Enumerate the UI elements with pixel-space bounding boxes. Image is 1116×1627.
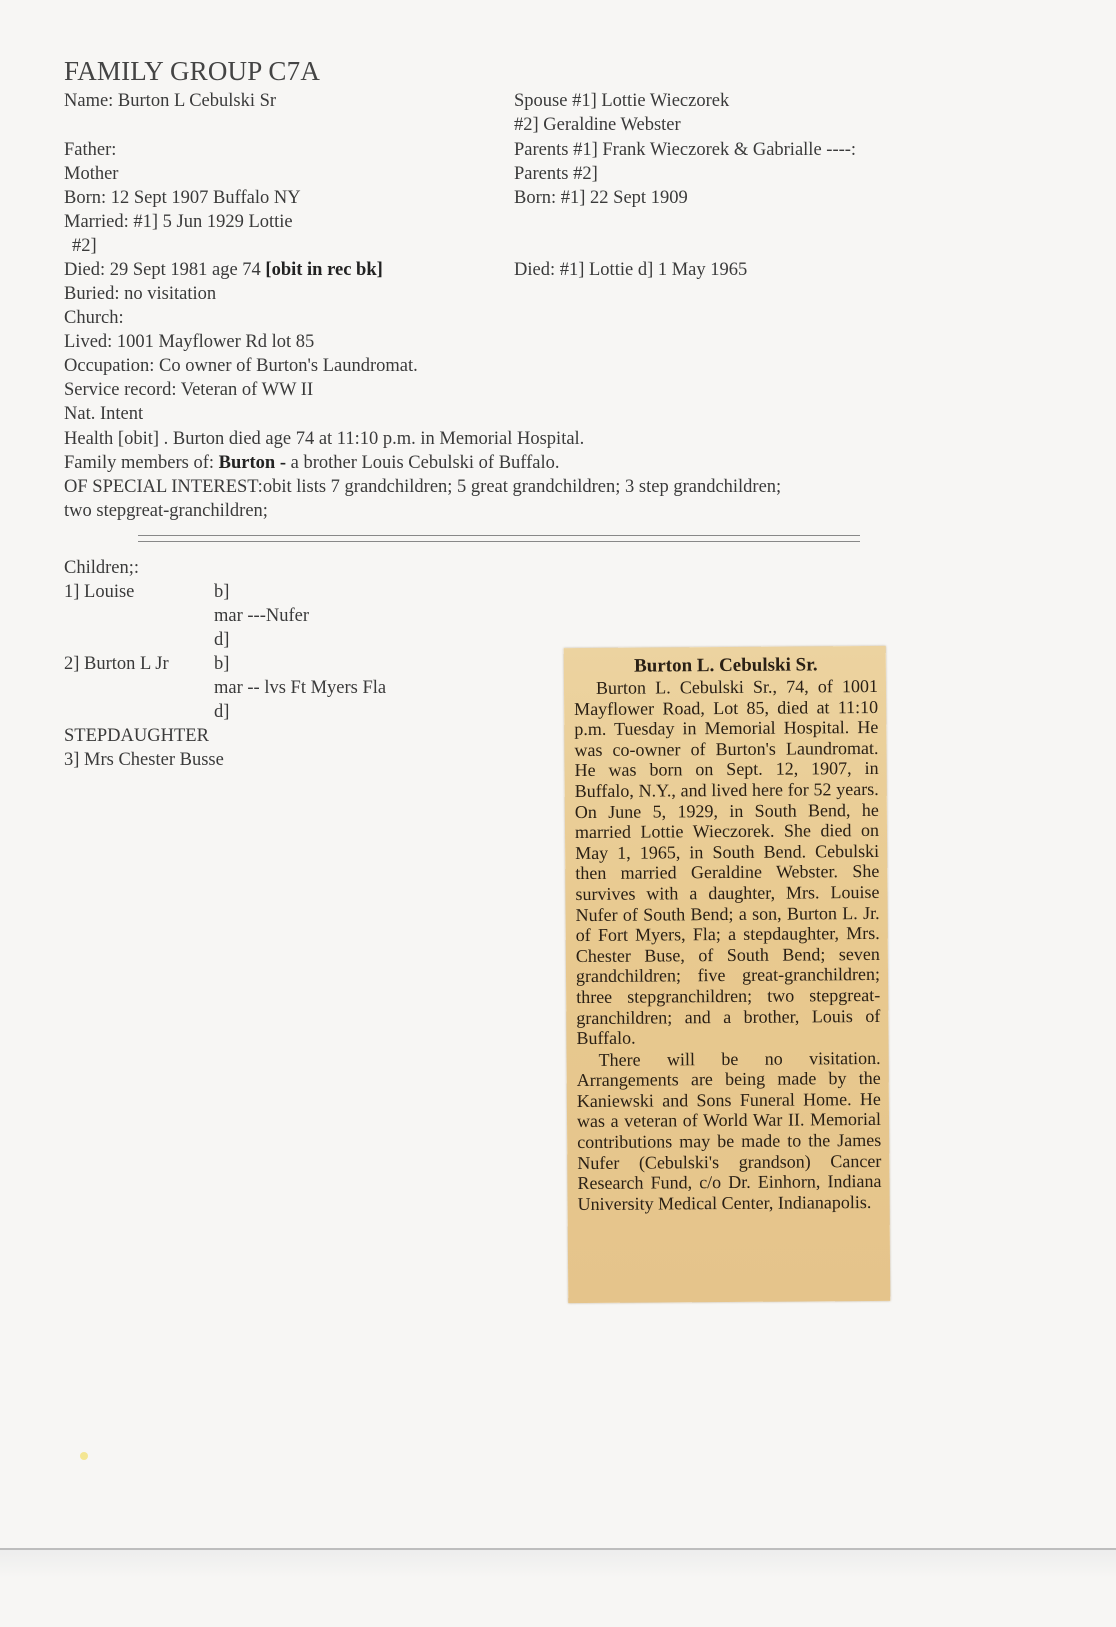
page-title: FAMILY GROUP C7A: [64, 56, 321, 86]
obituary-clipping: [564, 646, 891, 1303]
father-line: Father:: [64, 140, 117, 160]
name-line: Name: Burton L Cebulski Sr: [64, 91, 277, 111]
spouse-line-1: Spouse #1] Lottie Wieczorek: [514, 91, 730, 111]
special-interest-line-2: two stepgreat-granchildren;: [64, 501, 268, 521]
died-line: [64, 258, 383, 282]
special-interest-line-1: OF SPECIAL INTEREST:obit lists 7 grandchildren; 5 great grandchildren; 3 step grandchildren;: [64, 477, 782, 497]
clipping-paragraph-2: There will be no visitation. Arrangements are being made by the Kaniewski and Sons Funeral Home. He was a veteran of World War II. Memorial contributions may be made to the James Nufer (Cebulski's grandson) Cancer Research Fund, c/o Dr. Einhorn, Indiana University Medical Center, Indianapolis.: [576, 1047, 882, 1214]
spouse-line-2: #2] Geraldine Webster: [514, 115, 681, 135]
child-1-married: mar ---Nufer: [214, 606, 310, 626]
child-2-born: b]: [214, 654, 230, 674]
health-line: Health [obit] . Burton died age 74 at 11:10 p.m. in Memorial Hospital.: [64, 429, 585, 449]
buried-line: Buried: no visitation: [64, 284, 217, 304]
obit-note: [obit in rec bk]: [265, 260, 383, 280]
spouse-died-line: Died: #1] Lottie d] 1 May 1965: [514, 260, 748, 280]
family-detail: a brother Louis Cebulski of Buffalo.: [286, 453, 560, 473]
paper-stain: [80, 1452, 88, 1460]
child-2-married: mar -- lvs Ft Myers Fla: [214, 678, 387, 698]
spouse-born-line: Born: #1] 22 Sept 1909: [514, 188, 688, 208]
family-label: Family members of:: [64, 453, 219, 473]
married-line-1: Married: #1] 5 Jun 1929 Lottie: [64, 212, 293, 232]
parents-line-2: Parents #2]: [514, 164, 598, 184]
family-members-line: [64, 451, 560, 475]
occupation-line: Occupation: Co owner of Burton's Laundromat.: [64, 356, 418, 376]
service-line: Service record: Veteran of WW II: [64, 380, 314, 400]
child-1-name: 1] Louise: [64, 582, 135, 602]
scan-edge: [0, 1548, 1116, 1578]
mother-line: Mother: [64, 164, 119, 184]
child-3-name: 3] Mrs Chester Busse: [64, 750, 224, 770]
child-1-born: b]: [214, 582, 230, 602]
died-text: Died: 29 Sept 1981 age 74: [64, 260, 266, 280]
lived-line: Lived: 1001 Mayflower Rd lot 85: [64, 332, 315, 352]
child-2-died: d]: [214, 702, 230, 722]
children-header: Children;:: [64, 558, 140, 578]
family-name: Burton -: [218, 453, 286, 473]
parents-line-1: Parents #1] Frank Wieczorek & Gabrialle ----:: [514, 140, 857, 160]
clipping-paragraph-1: Burton L. Cebulski Sr., 74, of 1001 Mayflower Road, Lot 85, died at 11:10 p.m. Tuesday in Memorial Hospital. He was co-owner of Burton's Laundromat. He was born on Sept. 12, 1907, in Buffalo, N.Y., and lived here for 52 years. On June 5, 1929, in South Bend, he married Lottie Wieczorek. She died on May 1, 1965, in South Bend. Cebulski then married Geraldine Webster. She survives with a daughter, Mrs. Louise Nufer of South Bend; a son, Burton L. Jr. of Fort Myers, Fla; a stepdaughter, Mrs. Chester Buse, of South Bend; seven grandchildren; five great-granchildren; three stepgranchildren; two stepgreat-granchildren; and a brother, Louis of Buffalo.: [574, 675, 881, 1049]
married-line-2: #2]: [72, 236, 97, 256]
child-2-name: 2] Burton L Jr: [64, 654, 169, 674]
church-line: Church:: [64, 308, 124, 328]
nat-intent-line: Nat. Intent: [64, 404, 144, 424]
divider-rule: [138, 535, 860, 542]
born-line: Born: 12 Sept 1907 Buffalo NY: [64, 188, 301, 208]
stepdaughter-header: STEPDAUGHTER: [64, 726, 209, 746]
child-1-died: d]: [214, 630, 230, 650]
clipping-title: Burton L. Cebulski Sr.: [633, 654, 818, 677]
